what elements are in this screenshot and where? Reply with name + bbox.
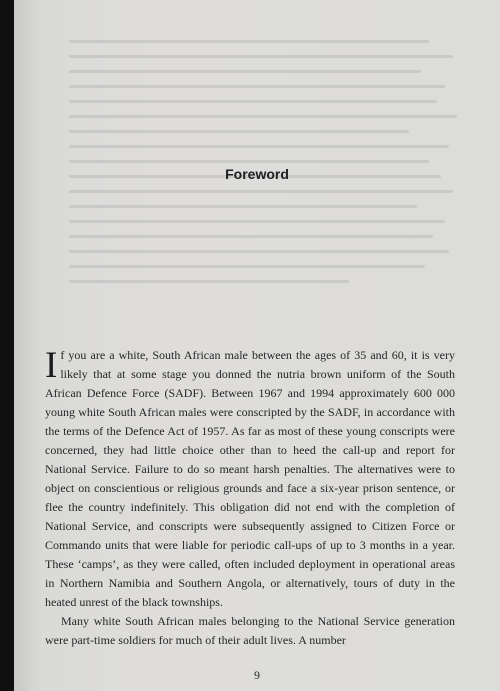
page-number: 9 (254, 668, 260, 682)
body-text (45, 346, 455, 650)
show-through-text (69, 40, 469, 330)
paragraph-1-text: f you are a white, South African male between the ages of 35 and 60, it is very likely that at some stage you donned the nutria brown uniform of the South African Defence Force (SADF). Between 1967 and 1994 approximately 600 000 young white South African males were conscripted by the SADF, in accordance with the terms of the Defence Act of 1957. As far as most of these young conscripts were concerned, they had little choice other than to heed the call-up and report for National Service. Failure to do so meant harsh penalties. The alternatives were to object on conscientious or religious grounds and face a six-year prison sentence, or flee the country indefinitely. This obligation did not end with the completion of National Service, and conscripts were subsequently assigned to Citizen Force or Commando units that were liable for periodic call-ups of up to 3 months in a year. These ‘camps’, as they were called, often included deployment in operational areas in Northern Namibia and Southern Angola, or alternatively, tours of duty in the heated unrest of the black townships. (45, 348, 455, 609)
book-gutter (0, 0, 14, 691)
drop-cap: I (45, 345, 58, 386)
paragraph-1 (45, 346, 455, 612)
chapter-heading: Foreword (225, 166, 289, 182)
paragraph-2: Many white South African males belonging to the National Service generation were part-time soldiers for much of their adult lives. A number (45, 614, 455, 647)
book-page (14, 0, 500, 691)
